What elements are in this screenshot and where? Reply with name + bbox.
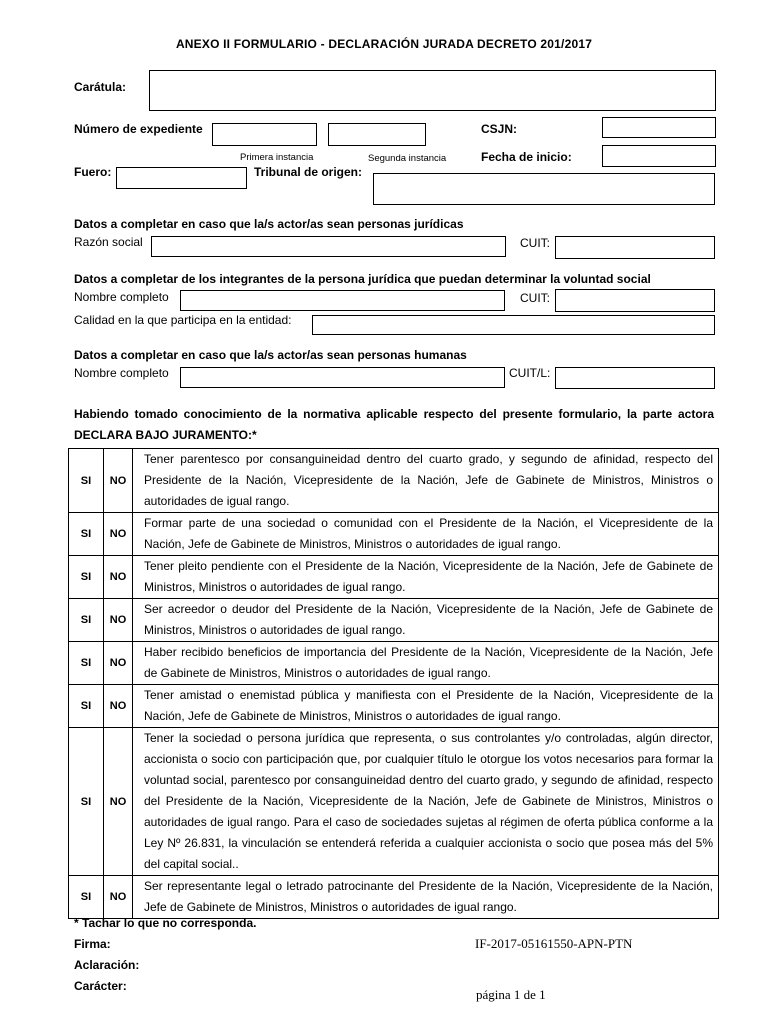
no-option[interactable]: NO [104,685,133,728]
si-option[interactable]: SI [69,449,104,513]
si-option[interactable]: SI [69,556,104,599]
si-option[interactable]: SI [69,513,104,556]
nombre-completo-label-2: Nombre completo [74,366,169,380]
declaration-text: Formar parte de una sociedad o comunidad con el Presidente de la Nación, el Vicepresidente de la Nación, Jefe de Gabinete de Ministros, Ministros o autoridades de igual rango. [133,513,719,556]
declaration-table [68,448,719,919]
calidad-field[interactable] [312,315,715,335]
table-row [69,449,719,513]
si-option[interactable]: SI [69,642,104,685]
tribunal-field[interactable] [373,173,715,205]
calidad-label: Calidad en la que participa en la entidad: [74,313,292,327]
juridicas-heading: Datos a completar en caso que la/s actor/as sean personas jurídicas [74,217,464,231]
table-row [69,728,719,876]
expediente-segunda-field[interactable] [328,123,426,146]
cuitl-label: CUIT/L: [509,366,551,380]
tribunal-label: Tribunal de origen: [254,165,363,179]
no-option[interactable]: NO [104,449,133,513]
table-row [69,513,719,556]
aclaracion-label: Aclaración: [74,958,140,972]
declaration-text: Tener amistad o enemistad pública y manifiesta con el Presidente de la Nación, Vicepresidente de la Nación, Jefe de Gabinete de Ministros, Ministros o autoridades de igual rango. [133,685,719,728]
document-id: IF-2017-05161550-APN-PTN [475,936,633,951]
razon-social-label: Razón social [74,235,143,249]
nombre-completo-field-2[interactable] [180,367,505,388]
table-row [69,642,719,685]
declaration-text: Ser acreedor o deudor del Presidente de la Nación, Vicepresidente de la Nación, Jefe de Gabinete de Ministros, Ministros o autoridades de igual rango. [133,599,719,642]
declaration-text: Tener parentesco por consanguineidad dentro del cuarto grado, y segundo de afinidad, respecto del Presidente de la Nación, Vicepresidente de la Nación, Jefe de Gabinete de Ministros, Ministros o autoridades de igual rango. [133,449,719,513]
expediente-label: Número de expediente [74,122,203,136]
expediente-primera-field[interactable] [212,123,317,146]
declaration-text: Ser representante legal o letrado patrocinante del Presidente de la Nación, Vicepresidente de la Nación, Jefe de Gabinete de Ministros, Ministros o autoridades de igual rango. [133,876,719,919]
primera-instancia-label: Primera instancia [240,152,314,163]
cuitl-field[interactable] [555,367,715,389]
form-title: ANEXO II FORMULARIO - DECLARACIÓN JURADA DECRETO 201/2017 [175,37,593,51]
razon-social-field[interactable] [151,236,506,257]
si-option[interactable]: SI [69,599,104,642]
footnote: * Tachar lo que no corresponda. [74,916,257,930]
table-row [69,556,719,599]
table-row [69,876,719,919]
no-option[interactable]: NO [104,876,133,919]
segunda-instancia-label: Segunda instancia [368,153,447,164]
si-option[interactable]: SI [69,685,104,728]
declara-paragraph: Habiendo tomado conocimiento de la normativa aplicable respecto del presente formulario, la parte actora DECLARA BAJO JURAMENTO:* [74,407,714,442]
cuit-field-2[interactable] [555,289,715,312]
caracter-label: Carácter: [74,979,127,993]
si-option[interactable]: SI [69,876,104,919]
no-option[interactable]: NO [104,556,133,599]
declaration-text: Tener la sociedad o persona jurídica que representa, o sus controlantes y/o controladas, algún director, accionista o socio con participación que, por cualquier título le otorgue los votos necesarios para formar la voluntad social, parentesco por consanguineidad dentro del cuarto grado, y segundo de afinidad, respecto del Presidente de la Nación, Vicepresidente de la Nación, Jefe de Gabinete de Ministros, Ministros o autoridades de igual rango. Para el caso de sociedades sujetas al régimen de oferta pública conforme a la Ley Nº 26.831, la vinculación se entenderá referida a cualquier accionista o socio que posea más del 5% del capital social.. [133,728,719,876]
humanas-heading: Datos a completar en caso que la/s actor/as sean personas humanas [74,348,467,362]
caratula-field[interactable] [149,70,716,111]
no-option[interactable]: NO [104,642,133,685]
si-option[interactable]: SI [69,728,104,876]
declaration-text: Haber recibido beneficios de importancia del Presidente de la Nación, Vicepresidente de la Nación, Jefe de Gabinete de Ministros, Ministros o autoridades de igual rango. [133,642,719,685]
fuero-label: Fuero: [74,165,112,179]
fuero-field[interactable] [116,167,247,189]
cuit-label-2: CUIT: [520,291,550,305]
fecha-inicio-label: Fecha de inicio: [481,150,572,164]
integrantes-heading: Datos a completar de los integrantes de la persona jurídica que puedan determinar la voluntad social [74,272,651,286]
no-option[interactable]: NO [104,599,133,642]
caratula-label: Carátula: [74,80,127,94]
nombre-completo-field[interactable] [180,290,505,311]
csjn-label: CSJN: [481,122,518,136]
fecha-inicio-field[interactable] [602,145,716,167]
firma-label: Firma: [74,937,111,951]
declaration-text: Tener pleito pendiente con el Presidente de la Nación, Vicepresidente de la Nación, Jefe de Gabinete de Ministros, Ministros o autoridades de igual rango. [133,556,719,599]
page-number: página 1 de 1 [476,987,546,1002]
no-option[interactable]: NO [104,513,133,556]
table-row [69,685,719,728]
no-option[interactable]: NO [104,728,133,876]
cuit-label: CUIT: [520,236,550,250]
csjn-field[interactable] [602,117,716,138]
table-row [69,599,719,642]
cuit-field[interactable] [555,236,715,259]
nombre-completo-label: Nombre completo [74,290,169,304]
